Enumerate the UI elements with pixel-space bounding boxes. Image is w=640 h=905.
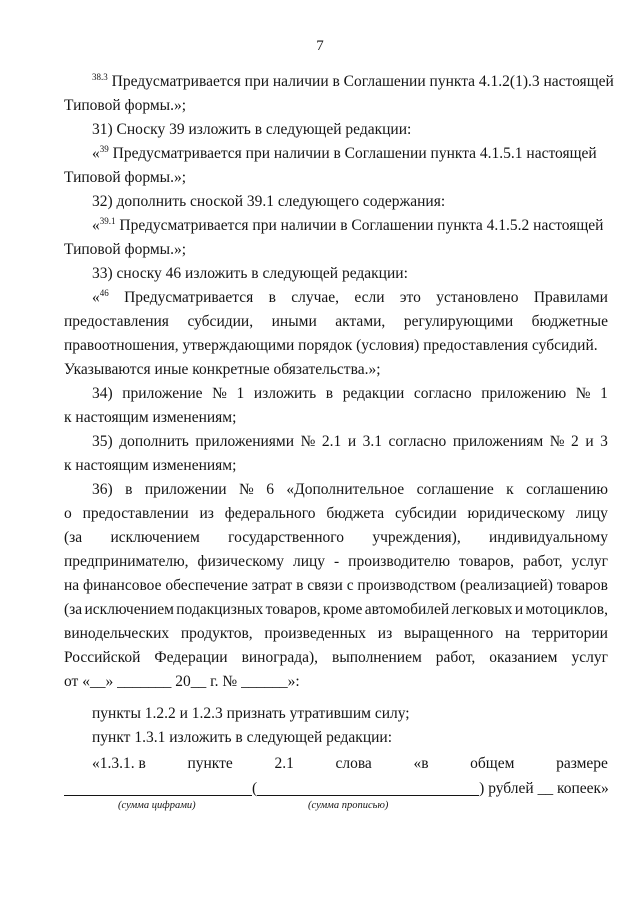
paragraph-footnote-38-3 — [64, 70, 614, 118]
word: № — [549, 433, 565, 450]
item-33 — [64, 262, 608, 286]
word: обеспечение — [165, 577, 248, 594]
word: случае, — [291, 289, 340, 306]
word: пункте — [187, 755, 233, 772]
word: иными — [271, 313, 317, 330]
word: лицу — [292, 553, 326, 570]
justified-line — [64, 622, 608, 646]
word: установлено — [436, 289, 519, 306]
word: № — [575, 385, 591, 402]
word: на — [64, 577, 80, 594]
justified-line — [64, 430, 608, 454]
word: 3 — [600, 433, 608, 450]
word: услуг — [571, 553, 608, 570]
justified-line — [64, 752, 608, 776]
paren-close: ) — [479, 780, 485, 797]
text-line: пункты 1.2.2 и 1.2.3 признать утратившим силу; — [92, 705, 410, 722]
justified-line — [64, 526, 608, 550]
word: 3.1 — [362, 433, 383, 450]
word: производством — [357, 577, 457, 594]
word: 6 — [266, 481, 274, 498]
word: из — [199, 505, 214, 522]
word: «1.3.1. в — [92, 755, 146, 772]
word: государственного — [228, 529, 345, 546]
word: выращенного — [403, 625, 494, 642]
word: затрат — [251, 577, 293, 594]
word: предоставления — [64, 313, 169, 330]
item-34 — [64, 382, 608, 430]
word: 34) — [92, 385, 113, 402]
text-span: Предусматривается при наличии в Соглашении пункта 4.1.5.1 настоящей — [108, 145, 597, 162]
word: «Дополнительное — [286, 481, 405, 498]
word: согласно — [388, 433, 447, 450]
paragraph-items-1-2 — [64, 702, 608, 726]
word: Федерации — [154, 649, 228, 666]
word: «в — [413, 755, 429, 772]
word: 1 — [600, 385, 608, 402]
word: 2.1 — [274, 755, 294, 772]
quote-open: « — [92, 217, 100, 234]
caption-sum-words: (сумма прописью) — [308, 800, 389, 811]
word: предпринимателю, — [64, 553, 189, 570]
word: лицу — [575, 505, 608, 522]
word: из — [377, 625, 393, 642]
footnote-marker: 38.3 — [92, 72, 108, 82]
text-line — [64, 142, 608, 166]
word: в — [325, 385, 334, 402]
word: связи — [307, 577, 343, 594]
word: № — [238, 481, 254, 498]
paragraph-footnote-39-1 — [64, 214, 608, 262]
word: приложениям — [452, 433, 544, 450]
item-35 — [64, 430, 608, 478]
text-line: к настоящим изменениям; — [64, 457, 237, 474]
word: к — [506, 481, 514, 498]
word: винограда), — [241, 649, 319, 666]
word: работ, — [523, 553, 563, 570]
word: в — [125, 481, 133, 498]
justified-line — [64, 502, 608, 526]
justified-line — [64, 478, 608, 502]
quote-open: « — [92, 145, 100, 162]
word: 2 — [571, 433, 579, 450]
word: исключением — [110, 529, 200, 546]
word: общем — [470, 755, 515, 772]
word: юридическому — [467, 505, 566, 522]
word: это — [399, 289, 421, 306]
justified-line — [64, 310, 608, 334]
justified-line — [64, 646, 608, 670]
word: легковых — [451, 601, 513, 618]
word: № — [212, 385, 227, 402]
paren-open: ( — [252, 780, 258, 797]
word: дополнить — [119, 433, 189, 450]
word: 2.1 — [321, 433, 342, 450]
word: о — [64, 505, 72, 522]
word: приложении — [144, 481, 227, 498]
text-line: 32) дополнить сноской 39.1 следующего содержания: — [92, 193, 446, 210]
word: изложить — [253, 385, 317, 402]
justified-line — [64, 598, 608, 622]
word: соглашение — [416, 481, 494, 498]
word: с — [346, 577, 354, 594]
word: товаров, — [265, 601, 321, 618]
word: физическому — [197, 553, 284, 570]
word: предоставлении — [82, 505, 189, 522]
word: индивидуальному — [489, 529, 608, 546]
word: в — [268, 289, 276, 306]
word: Предусматривается — [124, 289, 254, 306]
word: Российской — [64, 649, 141, 666]
word: приложение — [122, 385, 203, 402]
word: учреждения), — [372, 529, 461, 546]
word: федерального — [224, 505, 316, 522]
word: выполнением — [332, 649, 422, 666]
word: производителю — [348, 553, 451, 570]
sum-words-blank — [257, 779, 479, 796]
word: (за — [64, 601, 83, 618]
word: 1 — [236, 385, 245, 402]
text-line: Указываются иные конкретные обязательства.»; — [64, 361, 381, 378]
rubles-kopecks-text: рублей __ копеек» — [484, 780, 609, 797]
item-36 — [64, 478, 608, 694]
word: исключением — [84, 601, 174, 618]
text-span: Предусматривается при наличии в Соглашении пункта 4.1.5.2 настоящей — [115, 217, 604, 234]
page-number: 7 — [316, 38, 324, 54]
word: автомобилей — [364, 601, 450, 618]
paragraph-footnote-39 — [64, 142, 608, 190]
word: актами, — [335, 313, 386, 330]
word: регулирующими — [403, 313, 514, 330]
word: «$^{46}$ — [92, 288, 109, 306]
item-31 — [64, 118, 608, 142]
word: и — [514, 601, 524, 618]
word: (реализацией) — [460, 577, 553, 594]
text-line: Типовой формы.»; — [64, 169, 187, 186]
word: субсидии — [394, 505, 457, 522]
word: оказанием — [489, 649, 558, 666]
word: размере — [556, 755, 608, 772]
text-line: Типовой формы.»; — [64, 97, 187, 114]
word: работ, — [435, 649, 476, 666]
word: Правилами — [533, 289, 608, 306]
word: мотоциклов, — [525, 601, 608, 618]
paragraph-footnote-46 — [64, 286, 608, 382]
word: - — [334, 553, 340, 570]
word: в — [296, 577, 304, 594]
word: слова — [335, 755, 372, 772]
word: и — [585, 433, 594, 450]
text-line — [64, 70, 614, 94]
word: винодельческих — [64, 625, 170, 642]
word: соглашению — [526, 481, 608, 498]
word: произведенных — [264, 625, 367, 642]
word: товаров, — [459, 553, 515, 570]
justified-line — [64, 382, 608, 406]
word: финансовое — [83, 577, 162, 594]
word: на — [504, 625, 521, 642]
word: продуктов, — [180, 625, 253, 642]
text-span: Предусматривается при наличии в Соглашении пункта 4.1.2(1).3 настоящей — [107, 73, 614, 90]
word: приложению — [481, 385, 567, 402]
paragraph-item-1-3-1 — [64, 726, 608, 750]
justified-line — [64, 286, 608, 310]
sum-digits-blank — [64, 779, 252, 796]
word: товаров — [556, 577, 608, 594]
word: кроме — [322, 601, 363, 618]
text-line: от «__» _______ 20__ г. № ______»: — [64, 673, 300, 690]
word: подакцизных — [176, 601, 264, 618]
word: если — [354, 289, 385, 306]
word: (за — [64, 529, 83, 546]
item-32 — [64, 190, 608, 214]
word: бюджетные — [531, 313, 608, 330]
word: территории — [531, 625, 608, 642]
word: и — [347, 433, 357, 450]
word: 35) — [92, 433, 113, 450]
word: 36) — [92, 481, 113, 498]
word: субсидии, — [187, 313, 254, 330]
justified-line — [64, 574, 608, 598]
text-line: правоотношения, утверждающими порядок (условия) предоставления субсидий. — [64, 337, 598, 354]
paragraph-quote-1-3-1 — [64, 752, 608, 776]
word: бюджета — [326, 505, 385, 522]
justified-line — [64, 550, 608, 574]
text-line: Типовой формы.»; — [64, 241, 187, 258]
footnote-marker: 39.1 — [99, 216, 116, 226]
text-line: к настоящим изменениям; — [64, 409, 237, 426]
word: редакции — [342, 385, 405, 402]
sum-blanks-row — [64, 777, 608, 801]
text-line: пункт 1.3.1 изложить в следующей редакции: — [92, 729, 393, 746]
text-line: 33) сноску 46 изложить в следующей редакции: — [92, 265, 408, 282]
footnote-marker: 39 — [99, 144, 109, 154]
word: № — [300, 433, 316, 450]
word: услуг — [571, 649, 608, 666]
word: согласно — [413, 385, 472, 402]
caption-sum-digits: (сумма цифрами) — [118, 800, 196, 811]
text-line: 31) Сноску 39 изложить в следующей редакции: — [92, 121, 412, 138]
word: приложениями — [195, 433, 295, 450]
text-line — [64, 214, 608, 238]
